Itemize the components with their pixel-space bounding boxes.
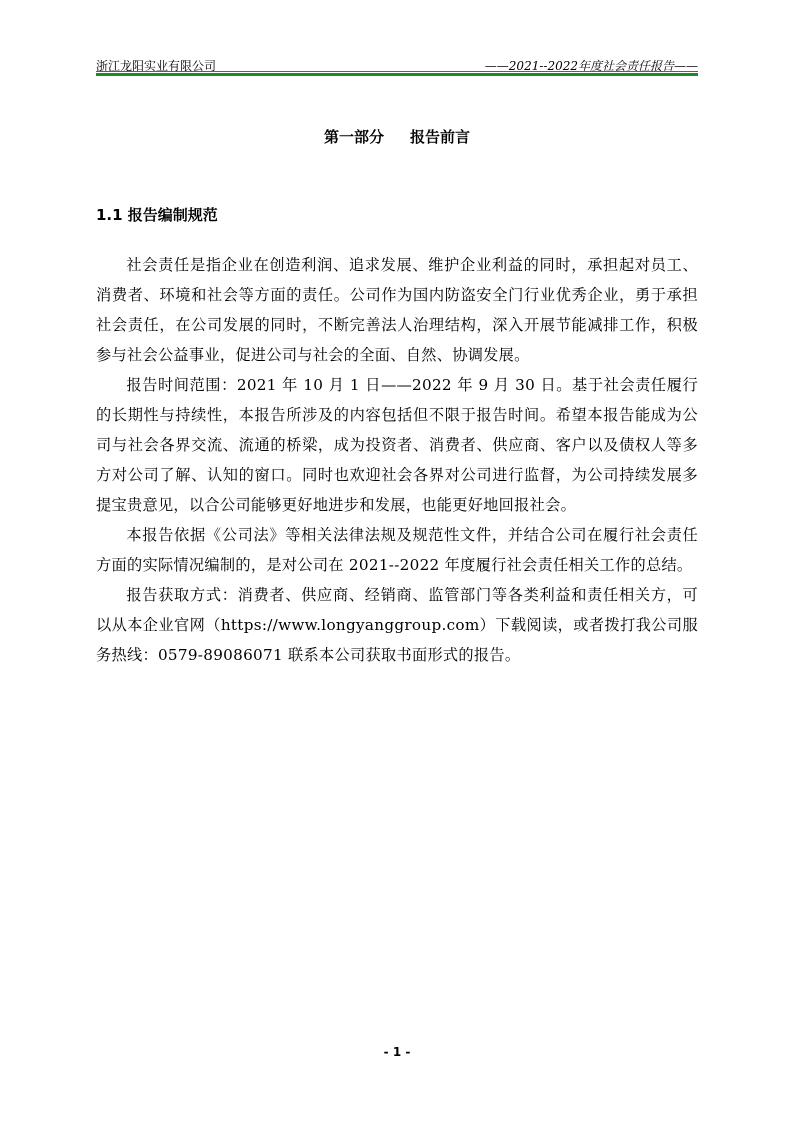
- part-title: [96, 126, 698, 147]
- paragraph: 社会责任是指企业在创造利润、追求发展、维护企业利益的同时，承担起对员工、消费者、环境和社会等方面的责任。公司作为国内防盗安全门行业优秀企业，勇于承担社会责任，在公司发展的同时，不断完善法人治理结构，深入开展节能减排工作，积极参与社会公益事业，促进公司与社会的全面、自然、协调发展。: [96, 256, 698, 364]
- header-rule-thick: [96, 73, 698, 76]
- header-report-title: ——2021--2022年度社会责任报告——: [484, 59, 698, 73]
- header-rule-thin: [96, 71, 698, 72]
- paragraph: 本报告依据《公司法》等相关法律法规及规范性文件，并结合公司在履行社会责任方面的实际情况编制的，是对公司在 2021--2022 年度履行社会责任相关工作的总结。: [96, 526, 698, 574]
- header-company-name: 浙江龙阳实业有限公司: [96, 59, 217, 73]
- part-name: 报告前言: [410, 128, 471, 146]
- body-text: [96, 250, 698, 670]
- paragraph: 报告时间范围：2021 年 10 月 1 日——2022 年 9 月 30 日。基于社会责任履行的长期性与持续性，本报告所涉及的内容包括但不限于报告时间。希望本报告能成为公司与社会各界交流、流通的桥梁，成为投资者、消费者、供应商、客户以及债权人等多方对公司了解、认知的窗口。同时也欢迎社会各界对公司进行监督，为公司持续发展多提宝贵意见，以合公司能够更好地进步和发展，也能更好地回报社会。: [96, 376, 698, 514]
- part-label: 第一部分: [323, 128, 384, 146]
- section-title: 1.1 报告编制规范: [96, 206, 218, 224]
- paragraph: 报告获取方式：消费者、供应商、经销商、监管部门等各类利益和责任相关方，可以从本企业官网（https://www.longyanggroup.com）下载阅读，或者拨打我公司服务热线：0579-89086071 联系本公司获取书面形式的报告。: [96, 586, 698, 664]
- page-number: - 1 -: [383, 1045, 411, 1059]
